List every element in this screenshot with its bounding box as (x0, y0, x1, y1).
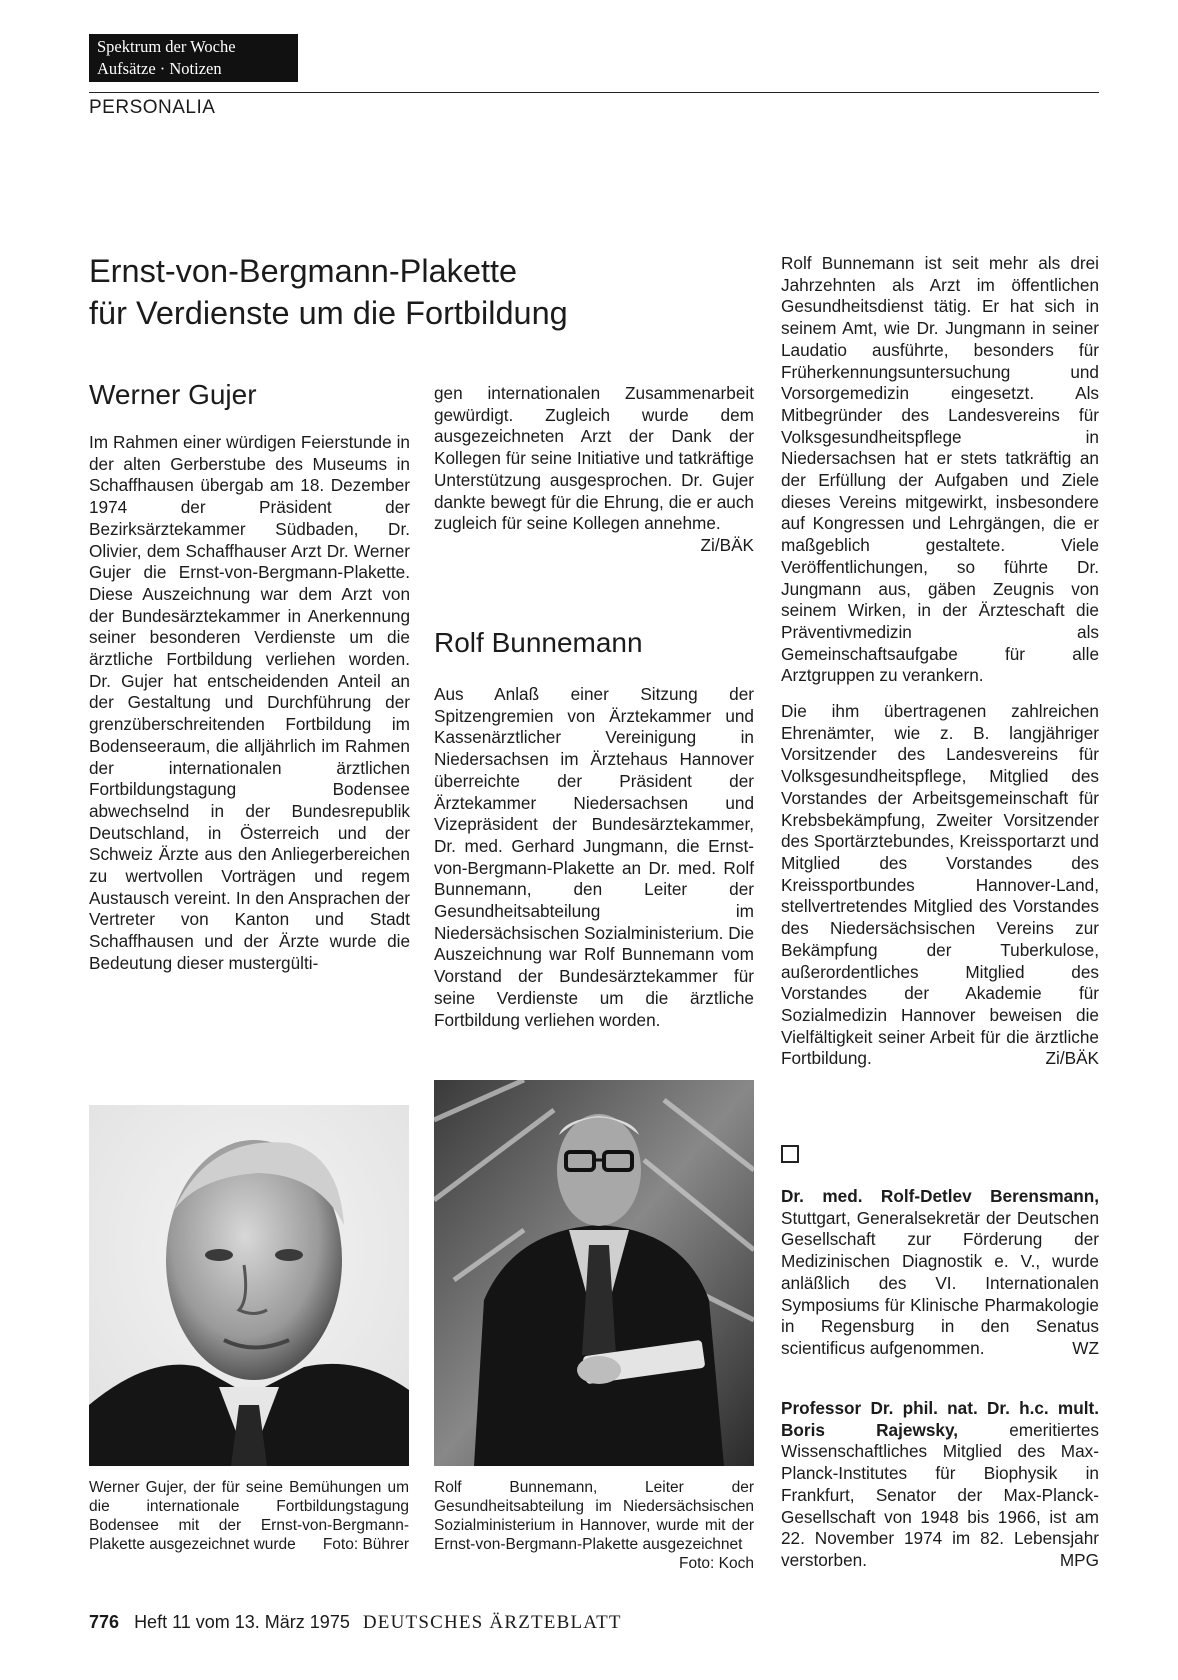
gujer-heading: Werner Gujer (89, 379, 257, 410)
notice-signature: MPG (1059, 1549, 1099, 1570)
gujer-signature: Zi/BÄK (700, 534, 754, 555)
page-number: 776 (89, 1612, 120, 1632)
photo-credit: Foto: Bührer (322, 1536, 409, 1553)
section-subtitle: Aufsätze · Notizen (97, 59, 222, 78)
caption-text: Rolf Bunnemann, Leiter der Gesundheitsabteilung im Niedersächsischen Sozialministerium in Hannover, wurde mit der Ernst-von-Bergmann-Plakette ausgezeichnet (434, 1479, 754, 1553)
notice-signature: WZ (1072, 1337, 1099, 1358)
photo-caption-gujer (89, 1478, 409, 1554)
notice-name: Dr. med. Rolf-Detlev Berensmann, (781, 1186, 1099, 1206)
issue-info: Heft 11 vom 13. März 1975 (134, 1612, 350, 1632)
photo-credit: Foto: Koch (679, 1555, 754, 1572)
bunnemann-text: Aus Anlaß einer Sitzung der Spitzengremien von Ärztekammer und Kassenärztlicher Vereinigung in Niedersachsen im Ärztehaus Hannover überreichte der Präsident der Ärztekammer Niedersachsen und Vizepräsident der Bundesärztekammer, Dr. med. Gerhard Jungmann, die Ernst-von-Bergmann-Plakette an Dr. med. Rolf Bunnemann, den Leiter der Gesundheitsabteilung im Niedersächsischen Sozialministerium. Die Auszeichnung war Rolf Bunnemann vom Vorstand der Bundesärztekammer für seine Verdienste um die ärztliche Fortbildung verliehen worden. (434, 684, 754, 1030)
article-title-line2: für Verdienste um die Fortbildung (89, 295, 568, 331)
notice-text: emeritiertes Wissenschaftliches Mitglied des Max-Planck-Institutes für Biophysik in Frankfurt, Senator der Max-Planck-Gesellschaft von 1948 bis 1966, ist am 22. November 1974 im 82. Lebensjahr verstorben. (781, 1419, 1099, 1570)
portrait-photo-bunnemann (434, 1080, 754, 1466)
page-footer (89, 1612, 622, 1634)
gujer-text-column (89, 432, 410, 975)
section-end-box (781, 1145, 799, 1163)
notice-text: Stuttgart, Generalsekretär der Deutschen Gesellschaft zur Förderung der Medizinischen Diagnostik e. V., wurde anläßlich des VI. Internationalen Symposiums für Klinische Pharmakologie in Regensburg in den Senatus scientificus aufgenommen. (781, 1207, 1099, 1358)
section-box (89, 34, 298, 82)
gujer-text-cont: gen internationalen Zusammenarbeit gewürdigt. Zugleich wurde dem ausgezeichneten Arzt der Dank der Kollegen für seine Initiative und tatkräftige Unterstützung ausgesprochen. Dr. Gujer dankte bewegt für die Ehrung, die er auch zugleich für seine Kollegen annehme. (434, 383, 754, 534)
article-title (89, 250, 749, 334)
section-title: Spektrum der Woche (97, 37, 236, 56)
notice-name: Professor Dr. phil. nat. Dr. h.c. mult. Boris Rajewsky, (781, 1398, 1099, 1440)
bunnemann-text2: Rolf Bunnemann ist seit mehr als drei Jahrzehnten als Arzt im öffentlichen Gesundheitsdienst tätig. Er hat sich in seinem Amt, wie Dr. Jungmann in seiner Laudatio ausführte, besonders für Früherkennungsuntersuchung und Vorsorgemedizin eingesetzt. Als Mitbegründer des Landesvereins für Volksgesundheitspflege in Niedersachsen hat er stets tatkräftig an der Erfüllung der Aufgaben und Ziele dieses Vereins mitgewirkt, insbesondere auf Kongressen und Lehrgängen, die er maßgeblich gestaltete. Viele Veröffentlichungen, so führte Dr. Jungmann aus, gäben Zeugnis von seinem Wirken, in der Ärzteschaft die Präventivmedizin als Gemeinschaftsaufgabe für alle Arztgruppen zu verankern. (781, 253, 1099, 686)
bunnemann-text3: Die ihm übertragenen zahlreichen Ehrenämter, wie z. B. langjähriger Vorsitzender des Landesvereins für Volksgesundheitspflege, Mitglied des Vorstandes der Arbeitsgemeinschaft für Krebsbekämpfung, Zweiter Vorsitzender des Sportärztebundes, Kreissportarzt und Mitglied des Vorstandes des Kreissportbundes Hannover-Land, stellvertretendes Mitglied des Vorstandes des Niedersächsischen Vereins zur Bekämpfung der Tuberkulose, außerordentliches Mitglied des Vorstandes der Akademie für Sozialmedizin Hannover beweisen die Vielfältigkeit seiner Arbeit für die ärztliche Fortbildung. (781, 701, 1099, 1069)
article-title-line1: Ernst-von-Bergmann-Plakette (89, 253, 518, 289)
gujer-text-continued (434, 383, 754, 557)
section-label: PERSONALIA (89, 97, 216, 118)
notice-berensmann (781, 1186, 1099, 1360)
bunnemann-signature: Zi/BÄK (1045, 1048, 1099, 1069)
bunnemann-text-column (434, 684, 754, 1031)
caption-text: Werner Gujer, der für seine Bemühungen um die internationale Fortbildungstagung Bodensee mit der Ernst-von-Bergmann-Plakette ausgezeichnet wurde (89, 1479, 409, 1553)
bunnemann-heading: Rolf Bunnemann (434, 627, 643, 658)
header-rule (89, 92, 1099, 93)
notice-rajewsky (781, 1398, 1099, 1572)
photo-caption-bunnemann (434, 1478, 754, 1573)
journal-name: DEUTSCHES ÄRZTEBLATT (362, 1612, 622, 1633)
bunnemann-text-column-2 (781, 253, 1099, 1070)
gujer-text: Im Rahmen einer würdigen Feierstunde in der alten Gerberstube des Museums in Schaffhausen übergab am 18. Dezember 1974 der Präsident der Bezirksärztekammer Südbaden, Dr. Olivier, dem Schaffhauser Arzt Dr. Werner Gujer die Ernst-von-Bergmann-Plakette. Diese Auszeichnung war dem Arzt von der Bundesärztekammer in Anerkennung seiner besonderen Verdienste um die ärztliche Fortbildung verliehen worden. Dr. Gujer hat entscheidenden Anteil an der Gestaltung und Durchführung der grenzüberschreitenden Fortbildung im Bodenseeraum, die alljährlich im Rahmen der internationalen ärztlichen Fortbildungstagung Bodensee abwechselnd in der Bundesrepublik Deutschland, in Österreich und der Schweiz Ärzte aus den Anliegerbereichen zu wertvollen Vorträgen und regem Austausch vereint. In den Ansprachen der Vertreter von Kanton und Stadt Schaffhausen und der Ärzte wurde die Bedeutung dieser mustergülti- (89, 432, 410, 973)
portrait-photo-gujer (89, 1105, 409, 1466)
